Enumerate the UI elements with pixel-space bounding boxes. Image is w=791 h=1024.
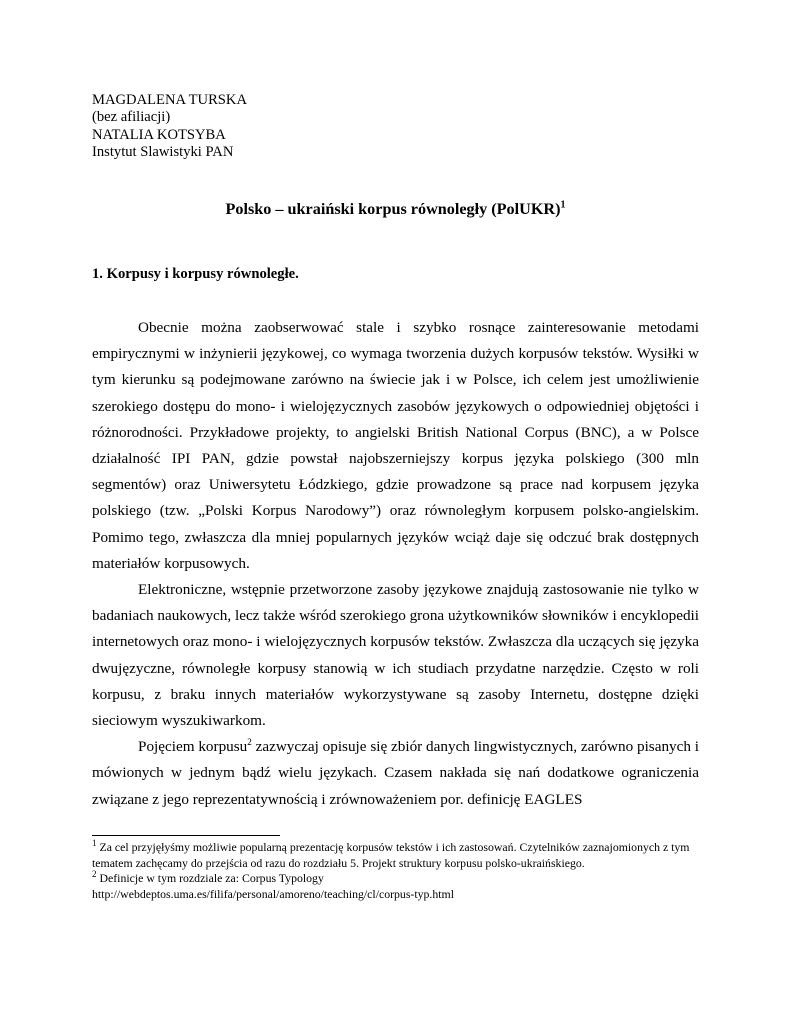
footnote bbox=[92, 871, 699, 887]
footnote-text: Definicje w tym rozdziale za: Corpus Typology bbox=[99, 871, 324, 886]
paragraph bbox=[92, 734, 699, 813]
paper-title bbox=[0, 199, 791, 219]
footnote-number: 1 bbox=[92, 838, 97, 849]
author-name: NATALIA KOTSYBA bbox=[92, 126, 226, 143]
author-affiliation: Instytut Slawistyki PAN bbox=[92, 144, 234, 161]
paragraph: Obecnie można zaobserwować stale i szybko rosnące zainteresowanie metodami empirycznymi w inżynierii językowej, co wymaga tworzenia dużych korpusów tekstów. Wysiłki w tym kierunku są podejmowane zarówno na świecie jak i w Polsce, ich celem jest umożliwienie szerokiego dostępu do mono- i wielojęzycznych zasobów językowych o odpowiedniej objętości i różnorodności. Przykładowe projekty, to angielski British National Corpus (BNC), a w Polsce działalność IPI PAN, gdzie powstał najobszerniejszy korpus języka polskiego (300 mln segmentów) oraz Uniwersytetu Łódzkiego, gdzie prowadzone są prace nad korpusem języka polskiego (tzw. „Polski Korpus Narodowy”) oraz równoległym korpusem polsko-angielskim. Pomimo tego, zwłaszcza dla mniej popularnych języków wciąż daje się odczuć brak dostępnych materiałów korpusowych. bbox=[92, 319, 699, 572]
paragraph-text: zazwyczaj opisuje się zbiór danych lingwistycznych, zarówno pisanych i mówionych w jednym bądź wielu językach. Czasem nakłada się nań dodatkowe ograniczenia związane z jego reprezentatywnością i zrównoważeniem por. definicję EAGLES bbox=[92, 738, 700, 808]
author-affiliation: (bez afiliacji) bbox=[92, 109, 171, 126]
footnotes bbox=[92, 840, 699, 902]
section-heading: 1. Korpusy i korpusy równoległe. bbox=[92, 266, 299, 282]
footnote-marker: 1 bbox=[560, 199, 566, 211]
paragraph: Elektroniczne, wstępnie przetworzone zasoby językowe znajdują zastosowanie nie tylko w badaniach naukowych, lecz także wśród szerokiego grona użytkowników słowników i encyklopedii internetowych oraz mono- i wielojęzycznych korpusów tekstów. Zwłaszcza dla uczących się języka dwujęzyczne, równoległe korpusy stanowią w ich studiach przydatne narzędzie. Często w roli korpusu, z braku innych materiałów wykorzystywane są zasoby Internetu, dostępne dzięki sieciowym wyszukiwarkom. bbox=[92, 581, 699, 730]
footnote-marker: 2 bbox=[247, 737, 252, 748]
paragraph-text: Pojęciem korpusu bbox=[138, 738, 248, 756]
paper-title-text: Polsko – ukraiński korpus równoległy (PolUKR) bbox=[225, 200, 561, 218]
footnote-url[interactable]: http://webdeptos.uma.es/filifa/personal/amoreno/teaching/cl/corpus-typ.html bbox=[92, 886, 455, 901]
footnote bbox=[92, 840, 699, 871]
author-block bbox=[92, 92, 247, 162]
author-name: MAGDALENA TURSKA bbox=[92, 92, 248, 108]
body-text bbox=[92, 315, 699, 813]
footnote-number: 2 bbox=[92, 869, 97, 880]
footnote-separator bbox=[92, 835, 280, 836]
footnote-text: Za cel przyjęłyśmy możliwie popularną prezentację korpusów tekstów i ich zastosowań. Czytelników zaznajomionych z tym tematem zachęcamy do przejścia od razu do rozdziału 5. Projekt struktury korpusu polsko-ukraińskiego. bbox=[92, 840, 690, 870]
